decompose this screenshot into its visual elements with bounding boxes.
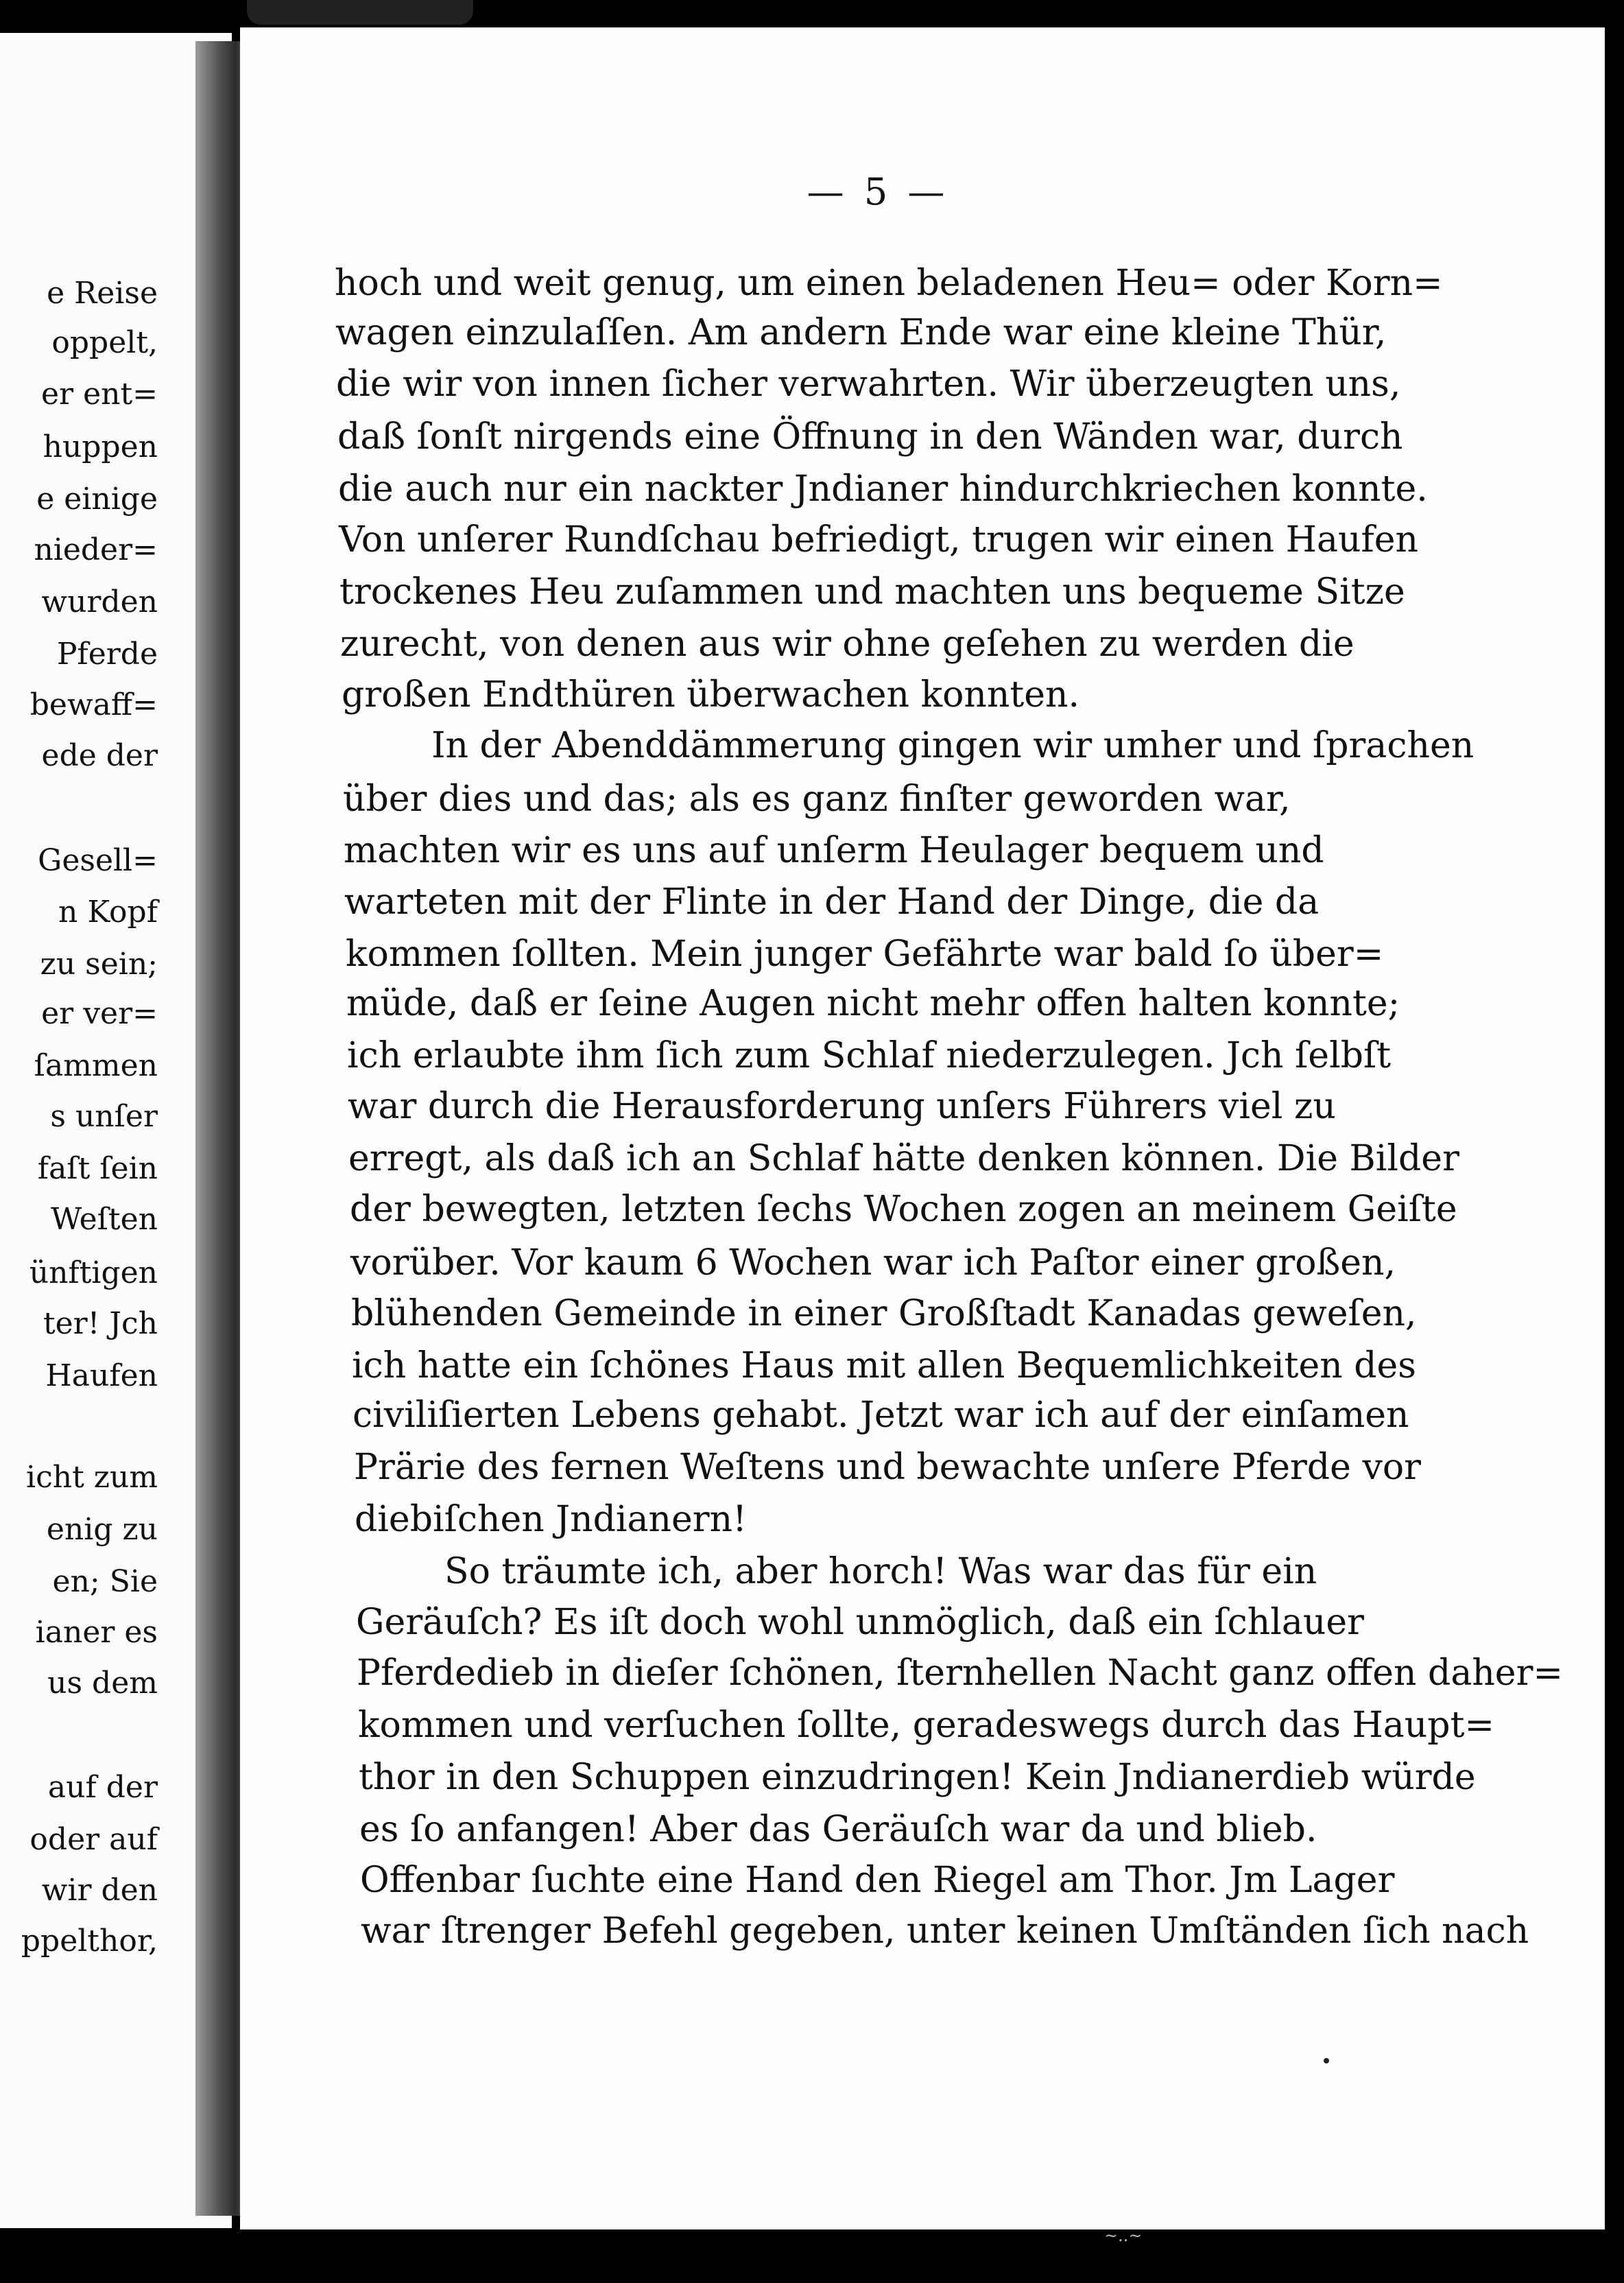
left-page-line: oppelt, (51, 325, 158, 360)
text-line: diebiſchen Jndianern! (355, 1499, 748, 1540)
left-page-line: icht zum (26, 1460, 158, 1495)
left-page-line: ppelthor, (21, 1924, 158, 1959)
text-line: der bewegten, letzten ſechs Wochen zogen an meinem Geiſte (350, 1189, 1457, 1230)
text-line: über dies und das; als es ganz finſter geworden war, (343, 779, 1291, 820)
left-page-line: bewaff= (29, 687, 158, 722)
left-page-line: us dem (47, 1666, 158, 1701)
left-page-line: faſt ſein (37, 1151, 158, 1186)
text-line: vorüber. Vor kaum 6 Wochen war ich Paſtor einer großen, (350, 1242, 1396, 1284)
text-line: war ſtrenger Befehl gegeben, unter keinen Umſtänden ſich nach (361, 1911, 1529, 1952)
left-page-line: oder auf (29, 1822, 158, 1857)
left-page-line: Gesell= (38, 843, 158, 878)
left-page-line: huppen (43, 429, 158, 464)
text-line: wagen einzulaſſen. Am andern Ende war eine kleine Thür, (335, 312, 1387, 353)
text-line: erregt, als daß ich an Schlaf hätte denken können. Die Bilder (348, 1138, 1459, 1179)
left-page-line: nieder= (34, 532, 158, 567)
text-line: Offenbar ſuchte eine Hand den Riegel am Thor. Jm Lager (360, 1860, 1395, 1901)
left-page-line: e Reise (47, 276, 158, 311)
left-page-line: n Kopf (58, 895, 158, 930)
text-line: So träumte ich, aber horch! Was war das für ein (444, 1551, 1317, 1592)
text-line: kommen und verſuchen ſollte, geradeswegs durch das Haupt= (358, 1705, 1495, 1746)
text-line: die auch nur ein nackter Jndianer hindurchkriechen konnte. (338, 469, 1428, 510)
left-page-line: ianer es (35, 1615, 158, 1650)
left-page-line: en; Sie (52, 1564, 158, 1599)
text-line: kommen ſollten. Mein junger Gefährte war bald ſo über= (346, 934, 1384, 975)
text-line: war durch die Herausforderung unſers Führers viel zu (348, 1086, 1336, 1127)
text-line: trockenes Heu zuſammen und machten uns bequeme Sitze (339, 571, 1405, 613)
left-page-line: ter! Jch (43, 1306, 158, 1341)
top-edge-stamp (247, 0, 473, 25)
text-line: die wir von innen ſicher verwahrten. Wir überzeugten uns, (336, 364, 1401, 405)
left-page-line: er ver= (41, 996, 158, 1031)
text-line: thor in den Schuppen einzudringen! Kein Jndianerdieb würde (359, 1757, 1476, 1798)
left-page-line: Haufen (45, 1358, 158, 1393)
text-line: Pferdedieb in dieſer ſchönen, ſternhellen Nacht ganz offen daher= (357, 1653, 1564, 1694)
left-page-line: Weſten (50, 1202, 158, 1237)
text-line: es ſo anfangen! Aber das Geräuſch war da und blieb. (359, 1809, 1317, 1850)
left-page-line: ſammen (34, 1048, 158, 1083)
text-line: warteten mit der Flinte in der Hand der Dinge, die da (344, 882, 1320, 923)
left-page-line: Pferde (56, 637, 158, 672)
left-page-line: zu sein; (40, 947, 158, 982)
text-line: müde, daß er ſeine Augen nicht mehr offen halten konnte; (346, 983, 1400, 1024)
text-line: zurecht, von denen aus wir ohne geſehen zu werden die (340, 624, 1354, 665)
left-page-line: wir den (41, 1873, 158, 1908)
text-line: machten wir es uns auf unſerm Heulager bequem und (344, 830, 1324, 871)
text-line: ich hatte ein ſchönes Haus mit allen Bequemlichkeiten des (352, 1345, 1416, 1386)
text-line: ich erlaubte ihm ſich zum Schlaf niederzulegen. Jch ſelbſt (347, 1035, 1392, 1076)
text-line: civiliſierten Lebens gehabt. Jetzt war ich auf der einſamen (353, 1395, 1409, 1436)
text-line: blühenden Gemeinde in einer Großſtadt Kanadas geweſen, (351, 1293, 1417, 1334)
bottom-scribble: ~..~ (1104, 2226, 1143, 2245)
left-page-line: enig zu (46, 1512, 158, 1547)
left-page-line: e einige (36, 482, 158, 517)
text-line: daß ſonſt nirgends eine Öffnung in den Wänden war, durch (337, 416, 1403, 458)
left-page-line: s unſer (50, 1099, 158, 1134)
left-page-line: ünftigen (29, 1255, 158, 1290)
text-line: Prärie des fernen Weſtens und bewachte unſere Pferde vor (354, 1447, 1422, 1488)
left-page-line: wurden (41, 584, 158, 619)
left-page-line: ede der (41, 738, 158, 773)
text-line: großen Endthüren überwachen konnten. (342, 674, 1080, 715)
text-line: In der Abenddämmerung gingen wir umher und ſprachen (431, 725, 1474, 766)
left-page-line: auf der (47, 1770, 158, 1805)
text-line: Von unſerer Rundſchau befriedigt, trugen wir einen Haufen (339, 519, 1419, 560)
left-page-line: er ent= (41, 377, 158, 412)
ink-speck (1324, 2058, 1329, 2063)
text-line: Geräuſch? Es iſt doch wohl unmöglich, daß ein ſchlauer (356, 1602, 1365, 1643)
text-line: hoch und weit genug, um einen beladenen Heu= oder Korn= (335, 263, 1443, 304)
page-number: — 5 — (807, 170, 949, 213)
